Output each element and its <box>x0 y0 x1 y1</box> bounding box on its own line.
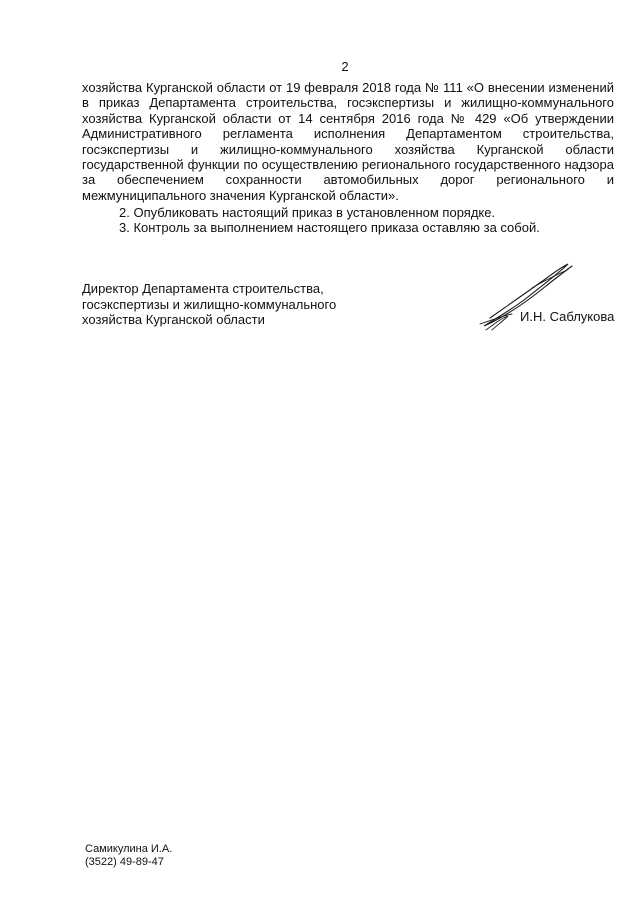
body-line: за обеспечением сохранности автомобильных дорог регионального и <box>82 172 614 188</box>
body-line: в приказ Департамента строительства, госэкспертизы и жилищно-коммунального <box>82 95 614 111</box>
body-line: межмуниципального значения Курганской области». <box>82 187 399 203</box>
signer-position-line: Директор Департамента строительства, <box>82 281 324 296</box>
page-number: 2 <box>341 59 349 74</box>
body-line: хозяйства Курганской области от 19 февраля 2018 года № 111 «О внесении изменений <box>82 80 614 95</box>
executor-footer <box>85 843 172 869</box>
executor-phone: (3522) 49-89-47 <box>85 856 164 868</box>
body-line: государственной функции по осуществлению регионального государственного надзора <box>82 156 614 172</box>
executor-name: Самикулина И.А. <box>85 843 173 855</box>
signature-title-block <box>82 281 336 328</box>
body-line: госэкспертизы и жилищно-коммунального хозяйства Курганской области <box>82 141 614 157</box>
item-control: 3. Контроль за выполнением настоящего приказа оставляю за собой. <box>119 220 540 235</box>
body-line: хозяйства Курганской области от 14 сентября 2016 года № 429 «Об утверждении <box>82 110 614 126</box>
item-publish: 2. Опубликовать настоящий приказ в установленном порядке. <box>119 205 496 220</box>
body-paragraph <box>82 80 614 203</box>
signer-name: И.Н. Саблукова <box>520 309 615 324</box>
signer-position-line: госэкспертизы и жилищно-коммунального <box>82 296 337 312</box>
body-line: Административного регламента исполнения Департаментом строительства, <box>82 126 614 142</box>
signer-position-line: хозяйства Курганской области <box>82 312 265 327</box>
